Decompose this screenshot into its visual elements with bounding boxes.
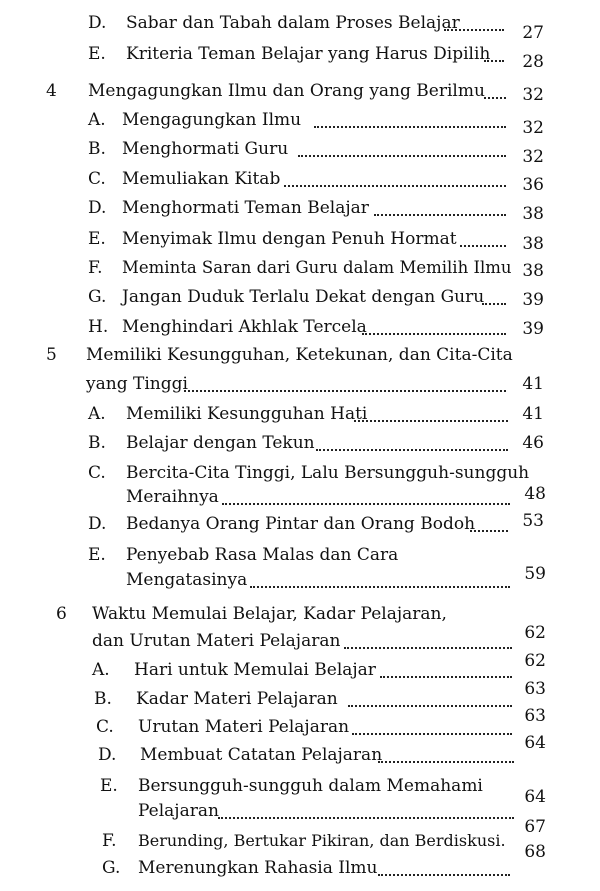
toc-page-number: 59 [524, 564, 546, 584]
toc-number: D. [98, 745, 117, 765]
toc-row [126, 564, 558, 591]
toc-title: Memuliakan Kitab [122, 169, 281, 189]
toc-number: E. [100, 776, 118, 796]
dot-leader [380, 662, 512, 678]
toc-row [88, 513, 558, 535]
toc-number: C. [96, 717, 114, 737]
toc-title: Menghindari Akhlak Tercela [122, 317, 367, 337]
toc-row [88, 12, 558, 43]
dot-leader [482, 289, 506, 305]
toc-page-number: 39 [522, 290, 544, 310]
toc-page-number: 32 [522, 85, 544, 105]
toc-row [102, 817, 558, 852]
toc-page-number: 63 [524, 679, 546, 699]
toc-page-number: 63 [524, 706, 546, 726]
toc-title: dan Urutan Materi Pelajaran [92, 631, 341, 651]
toc-title: Bersungguh-sungguh dalam Memahami [138, 776, 483, 796]
toc-title: Urutan Materi Pelajaran [138, 717, 350, 737]
toc-row [88, 432, 558, 454]
toc-number: D. [88, 198, 107, 218]
dot-leader [460, 231, 506, 247]
toc-title: Berunding, Bertukar Pikiran, dan Berdiskusi. [138, 831, 506, 850]
toc-number: B. [88, 139, 106, 159]
toc-row [88, 257, 558, 279]
dot-leader [218, 803, 514, 819]
toc-row [102, 842, 558, 879]
dot-leader [222, 489, 510, 505]
toc-row [92, 623, 558, 652]
dot-leader [348, 691, 512, 707]
toc-number: H. [88, 317, 109, 337]
toc-page-number: 28 [522, 52, 544, 72]
toc-title: Waktu Memulai Belajar, Kadar Pelajaran, [92, 604, 447, 624]
dot-leader [444, 15, 504, 31]
toc-number: A. [88, 404, 106, 424]
toc-row [100, 775, 558, 797]
toc-title: Meminta Saran dari Guru dalam Memilih Ilmu [122, 258, 512, 277]
toc-row [88, 403, 558, 425]
dot-leader [362, 319, 506, 335]
toc-title: Memiliki Kesungguhan Hati [126, 404, 368, 424]
toc-title: Bercita-Cita Tinggi, Lalu Bersungguh-sungguh [126, 463, 530, 483]
toc-number: B. [94, 689, 112, 709]
toc-title: Merenungkan Rahasia Ilmu [138, 858, 378, 878]
toc-row [88, 138, 558, 167]
toc-page-number: 38 [522, 261, 544, 281]
toc-title: Mengagungkan Ilmu dan Orang yang Berilmu [88, 81, 485, 101]
dot-leader [298, 141, 506, 157]
toc-row [138, 787, 558, 822]
toc-page-number: 39 [522, 319, 544, 339]
toc-number: G. [102, 858, 121, 878]
toc-page-number: 53 [522, 511, 544, 531]
toc-page-number: 68 [524, 842, 546, 862]
toc-page-number: 38 [522, 204, 544, 224]
toc-title: Kadar Materi Pelajaran [136, 689, 338, 709]
dot-leader [352, 719, 512, 735]
toc-row [96, 706, 558, 738]
toc-row [88, 43, 558, 72]
toc-title: yang Tinggi [86, 374, 188, 394]
toc-title: Jangan Duduk Terlalu Dekat dengan Guru [122, 287, 485, 307]
toc-number: 4 [46, 81, 57, 101]
toc-number: A. [88, 110, 106, 130]
toc-number: E. [88, 545, 106, 565]
toc-row [88, 228, 558, 254]
toc-row [56, 603, 558, 625]
dot-leader [374, 200, 506, 216]
dot-leader [316, 435, 508, 451]
toc-page-number: 67 [524, 817, 546, 837]
toc-row [46, 344, 558, 366]
toc-page-number: 32 [522, 118, 544, 138]
dot-leader [470, 516, 508, 532]
dot-leader [314, 112, 506, 128]
toc-row [88, 109, 558, 138]
toc-page-number: 41 [522, 404, 544, 424]
toc-row [86, 373, 558, 395]
toc-title: Hari untuk Memulai Belajar [134, 660, 376, 680]
toc-page-number: 38 [522, 234, 544, 254]
toc-row [94, 679, 558, 710]
toc-title: Pelajaran [138, 801, 219, 821]
dot-leader [354, 406, 508, 422]
toc-number: F. [102, 831, 117, 851]
toc-number: A. [92, 660, 110, 680]
dot-leader [284, 171, 506, 187]
toc-number: 5 [46, 345, 57, 365]
toc-page-number: 46 [522, 433, 544, 453]
toc-title: Kriteria Teman Belajar yang Harus Dipilih [126, 44, 491, 64]
toc-number: E. [88, 44, 106, 64]
toc-number: D. [88, 13, 107, 33]
toc-title: Bedanya Orang Pintar dan Orang Bodoh [126, 514, 476, 534]
toc-row [88, 316, 558, 338]
dot-leader [184, 376, 506, 392]
dot-leader [250, 572, 510, 588]
toc-title: Sabar dan Tabah dalam Proses Belajar [126, 13, 460, 33]
toc-row [88, 544, 558, 566]
toc-number: G. [88, 287, 107, 307]
toc-number: D. [88, 514, 107, 534]
toc-row [126, 486, 558, 508]
dot-leader [484, 83, 506, 99]
toc-number: C. [88, 463, 106, 483]
toc-number: E. [88, 229, 106, 249]
toc-title: Mengatasinya [126, 570, 248, 590]
toc-page-number: 36 [522, 175, 544, 195]
toc-number: F. [88, 258, 103, 278]
toc-row [92, 651, 558, 681]
toc-page-number: 32 [522, 147, 544, 167]
dot-leader [484, 46, 504, 62]
dot-leader [378, 860, 510, 876]
dot-leader [344, 633, 512, 649]
toc-row [88, 462, 558, 484]
toc-page-number: 64 [524, 733, 546, 753]
toc-page-number: 41 [522, 374, 544, 394]
toc-number: C. [88, 169, 106, 189]
toc-title: Menghormati Guru [122, 139, 289, 159]
toc-title: Meraihnya [126, 487, 219, 507]
toc-number: 6 [56, 604, 67, 624]
toc-page-number: 48 [524, 484, 546, 504]
toc-title: Mengagungkan Ilmu [122, 110, 302, 130]
toc-title: Memiliki Kesungguhan, Ketekunan, dan Cita-Cita [86, 345, 513, 365]
toc-title: Belajar dengan Tekun [126, 433, 315, 453]
toc-title: Menghormati Teman Belajar [122, 198, 369, 218]
toc-row [46, 80, 558, 105]
toc-row [98, 733, 558, 766]
toc-number: B. [88, 433, 106, 453]
toc-row [88, 168, 558, 195]
toc-title: Menyimak Ilmu dengan Penuh Hormat [122, 229, 457, 249]
toc-page-number: 62 [524, 623, 546, 643]
dot-leader [378, 747, 514, 763]
toc-title: Penyebab Rasa Malas dan Cara [126, 545, 399, 565]
toc-page-number: 62 [524, 651, 546, 671]
toc-title: Membuat Catatan Pelajaran [140, 745, 383, 765]
toc-page-number: 64 [524, 787, 546, 807]
toc-row [88, 286, 558, 308]
toc-row [88, 197, 558, 224]
toc-page-number: 27 [522, 23, 544, 43]
